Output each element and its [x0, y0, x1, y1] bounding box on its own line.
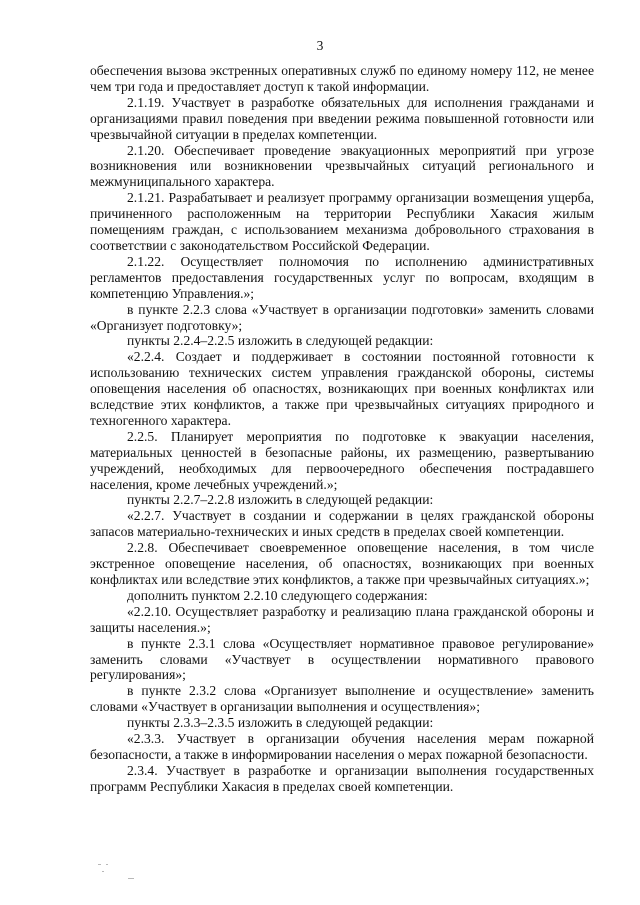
document-body	[90, 63, 594, 795]
paragraph-2-1-21: 2.1.21. Разрабатывает и реализует программу организации возмещения ущерба, причиненного расположенным на территории Республики Хакасия жилым помещениям граждан, с использованием механизма добровольного страхования в соответствии с законодательством Российской Федерации.	[90, 190, 594, 253]
paragraph-2-1-22: 2.1.22. Осуществляет полномочия по исполнению административных регламентов предоставления государственных услуг по вопросам, входящим в компетенцию Управления.»;	[90, 253, 594, 301]
amendment-2-2-4-2-2-5: пункты 2.2.4–2.2.5 изложить в следующей редакции:	[127, 333, 434, 349]
paragraph-2-1-20: 2.1.20. Обеспечивает проведение эвакуационных мероприятий при угрозе возникновения или возникновении чрезвычайных ситуаций регионального и межмуниципального характера.	[90, 142, 594, 190]
amendment-2-3-2: в пункте 2.3.2 слова «Организует выполнение и осуществление» заменить словами «Участвует в организации выполнения и осуществления»;	[90, 683, 594, 715]
paragraph-continuation: обеспечения вызова экстренных оперативных служб по единому номеру 112, не менее чем три года и предоставляет доступ к такой информации.	[90, 63, 594, 94]
scan-artifact	[98, 862, 138, 882]
page-number: 3	[316, 38, 324, 53]
paragraph-2-2-8: 2.2.8. Обеспечивает своевременное оповещение населения, в том числе экстренное оповещение населения, об опасностях, возникающих при военных конфликтах или вследствие этих конфликтов, а также при чрезвычайных ситуациях.»;	[90, 540, 594, 587]
paragraph-2-3-3: «2.3.3. Участвует в организации обучения населения мерам пожарной безопасности, а также в информировании населения о мерах пожарной безопасности.	[90, 731, 594, 762]
paragraph-2-3-4: 2.3.4. Участвует в разработке и организации выполнения государственных программ Республики Хакасия в пределах своей компетенции.	[90, 762, 594, 794]
paragraph-2-1-19: 2.1.19. Участвует в разработке обязательных для исполнения гражданами и организациями правил поведения при введении режима повышенной готовности или чрезвычайной ситуации в пределах компетенции.	[90, 94, 594, 142]
paragraph-2-2-10: «2.2.10. Осуществляет разработку и реализацию плана гражданской обороны и защиты населения.»;	[90, 603, 594, 635]
amendment-2-3-3-2-3-5: пункты 2.3.3–2.3.5 изложить в следующей редакции:	[127, 715, 434, 731]
amendment-add-2-2-10: дополнить пунктом 2.2.10 следующего содержания:	[127, 587, 428, 603]
amendment-2-3-1: в пункте 2.3.1 слова «Осуществляет нормативное правовое регулирование» заменить словами «Участвует в осуществлении нормативного правового регулирования»;	[90, 635, 594, 683]
paragraph-2-2-4: «2.2.4. Создает и поддерживает в состоянии постоянной готовности к использованию технических систем управления гражданской обороны, системы оповещения населения об опасностях, возникающих при военных конфликтах или вследствие этих конфликтов, а также при чрезвычайных ситуациях природного и техногенного характера.	[90, 349, 594, 428]
paragraph-2-2-7: «2.2.7. Участвует в создании и содержании в целях гражданской обороны запасов материально-технических и иных средств в пределах своей компетенции.	[90, 508, 594, 540]
amendment-2-2-7-2-2-8: пункты 2.2.7–2.2.8 изложить в следующей редакции:	[127, 492, 434, 508]
amendment-2-2-3: в пункте 2.2.3 слова «Участвует в организации подготовки» заменить словами «Организует подготовку»;	[90, 301, 594, 333]
paragraph-2-2-5: 2.2.5. Планирует мероприятия по подготовке к эвакуации населения, материальных ценностей в безопасные районы, их размещению, развертыванию учреждений, необходимых для первоочередного обеспечения пострадавшего населения, кроме лечебных учреждений.»;	[90, 428, 594, 492]
